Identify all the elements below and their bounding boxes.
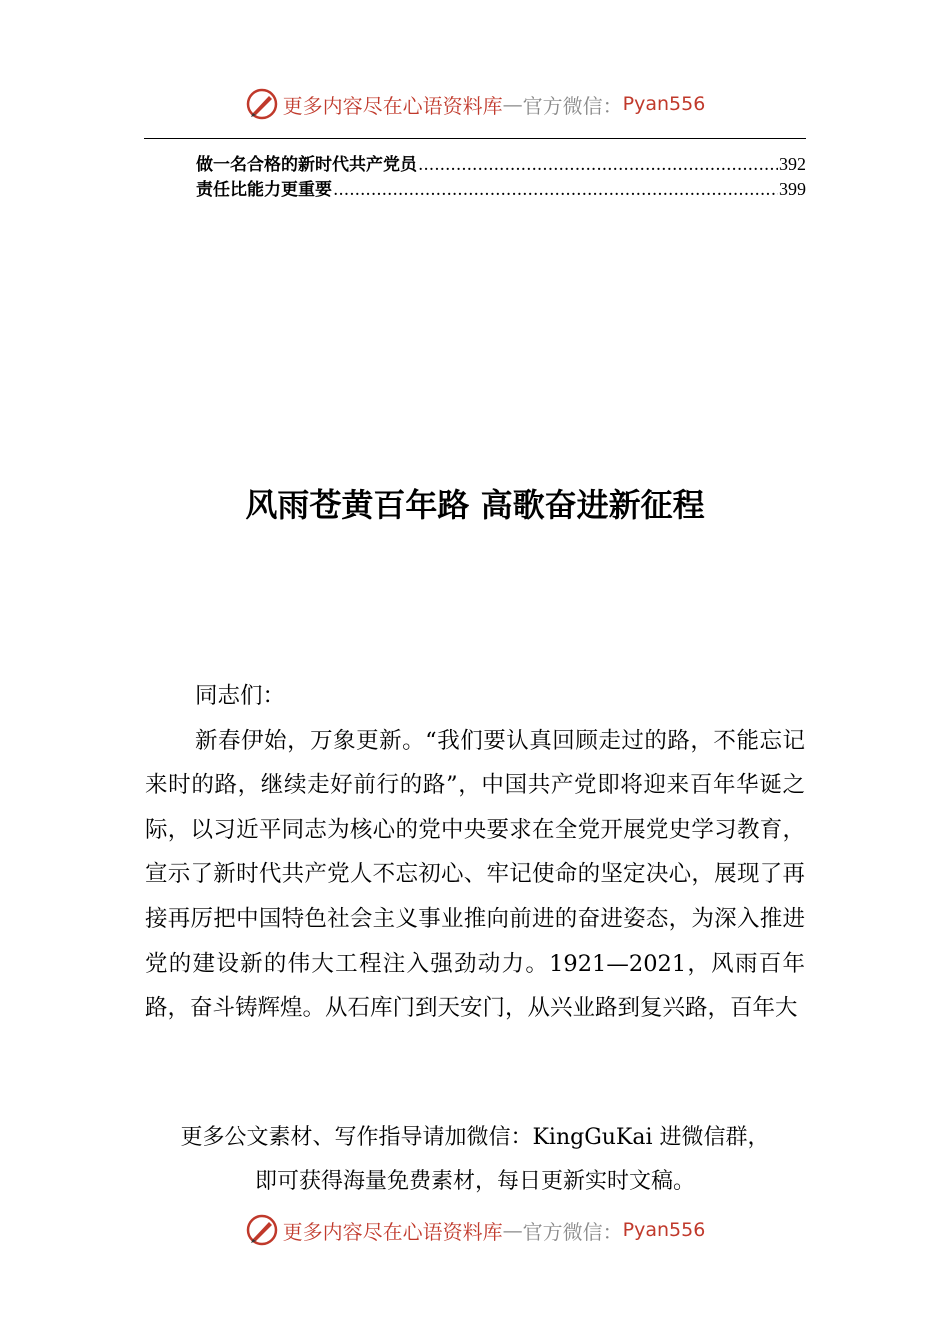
footer-banner (0, 1210, 950, 1250)
footer-line-1: 更多公文素材、写作指导请加微信：KingGuKai 进微信群， (180, 1125, 770, 1150)
salutation: 同志们： (195, 683, 286, 709)
toc-leader-dots (418, 155, 778, 175)
banner-dash: — (502, 92, 523, 116)
table-of-contents (196, 150, 806, 200)
document-body (145, 674, 805, 1031)
toc-leader-dots (333, 180, 778, 200)
banner-dash: — (502, 1218, 523, 1242)
toc-entry[interactable] (196, 175, 806, 200)
banner-wechat-id: Pyan556 (622, 1219, 706, 1241)
toc-entry-title: 责任比能力更重要 (196, 180, 332, 200)
pen-logo-icon (245, 1213, 279, 1247)
banner-wechat-id: Pyan556 (622, 93, 706, 115)
footer-note (0, 1116, 950, 1204)
banner-wechat-label: 官方微信： (522, 1219, 623, 1244)
banner-site-text: 更多内容尽在心语资料库 (282, 93, 503, 118)
body-paragraph: 新春伊始，万象更新。“我们要认真回顾走过的路，不能忘记来时的路，继续走好前行的路”，中国共产党即将迎来百年华诞之际，以习近平同志为核心的党中央要求在全党开展党史学习教育，宣示了新时代共产党人不忘初心、牢记使命的坚定决心，展现了再接再厉把中国特色社会主义事业推向前进的奋进姿态，为深入推进党的建设新的伟大工程注入强劲动力。1921—2021，风雨百年路，奋斗铸辉煌。从石库门到天安门，从兴业路到复兴路，百年大 (145, 727, 805, 1022)
document-title: 风雨苍黄百年路 高歌奋进新征程 (245, 486, 705, 524)
toc-entry-page: 399 (779, 179, 806, 199)
toc-entry-page: 392 (779, 154, 806, 174)
footer-line-2: 即可获得海量免费素材，每日更新实时文稿。 (254, 1169, 695, 1194)
toc-entry[interactable] (196, 150, 806, 175)
header-divider (144, 138, 806, 139)
banner-wechat-label: 官方微信： (522, 93, 623, 118)
toc-entry-title: 做一名合格的新时代共产党员 (196, 155, 417, 175)
pen-logo-icon (245, 87, 279, 121)
banner-site-text: 更多内容尽在心语资料库 (282, 1219, 503, 1244)
header-banner (0, 84, 950, 124)
